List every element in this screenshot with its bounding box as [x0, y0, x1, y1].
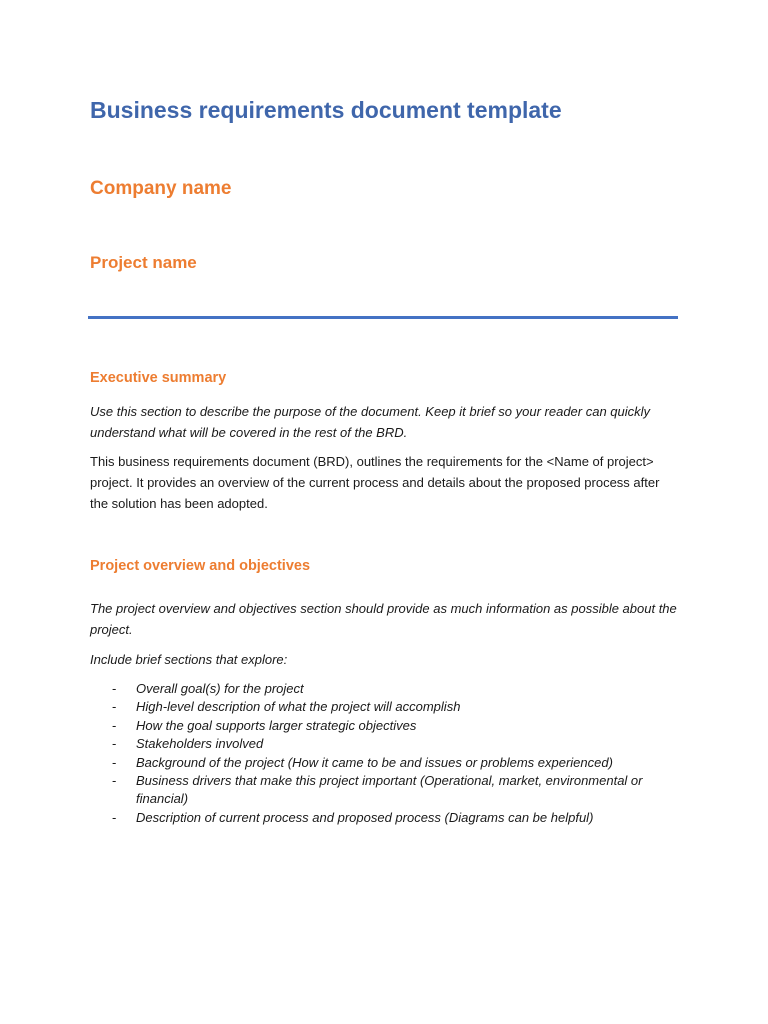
project-name: Project name [90, 253, 197, 272]
list-item-text: High-level description of what the project will accomplish [136, 699, 461, 715]
bullet-dash: - [112, 717, 117, 733]
list-item [112, 717, 678, 735]
bullet-dash: - [112, 773, 117, 789]
list-item-text: Overall goal(s) for the project [136, 681, 304, 696]
list-item [112, 680, 678, 698]
list-item [112, 772, 678, 809]
executive-summary-heading: Executive summary [90, 370, 227, 386]
bullet-dash: - [112, 754, 117, 770]
header-divider [88, 316, 678, 319]
project-overview-intro: The project overview and objectives section should provide as much information as possible about the project. [90, 601, 677, 637]
list-item [112, 809, 678, 827]
bullet-dash: - [112, 699, 117, 715]
bullet-dash: - [112, 809, 117, 825]
executive-summary-intro: Use this section to describe the purpose of the document. Keep it brief so your reader can quickly understand what will be covered in the rest of the BRD. [90, 404, 651, 440]
project-overview-lead-in: Include brief sections that explore: [90, 652, 288, 667]
project-overview-heading: Project overview and objectives [90, 558, 311, 574]
bullet-dash: - [112, 736, 117, 752]
list-item-text: Stakeholders involved [136, 736, 264, 752]
executive-summary-body: This business requirements document (BRD), outlines the requirements for the <Name of project> project. It provides an overview of the current process and details about the proposed process after the solution has been adopted. [90, 454, 660, 511]
objectives-bullet-list [112, 680, 678, 827]
document-title: Business requirements document template [90, 97, 562, 123]
bullet-dash: - [112, 681, 117, 696]
list-item [112, 698, 678, 716]
list-item [112, 735, 678, 753]
list-item-text: How the goal supports larger strategic objectives [136, 717, 417, 733]
list-item-text: Background of the project (How it came to be and issues or problems experienced) [136, 754, 613, 770]
company-name: Company name [90, 178, 232, 199]
list-item-text: Description of current process and proposed process (Diagrams can be helpful) [136, 809, 594, 825]
list-item [112, 754, 678, 772]
list-item-text: Business drivers that make this project important (Operational, market, environmental or financial) [136, 773, 643, 807]
